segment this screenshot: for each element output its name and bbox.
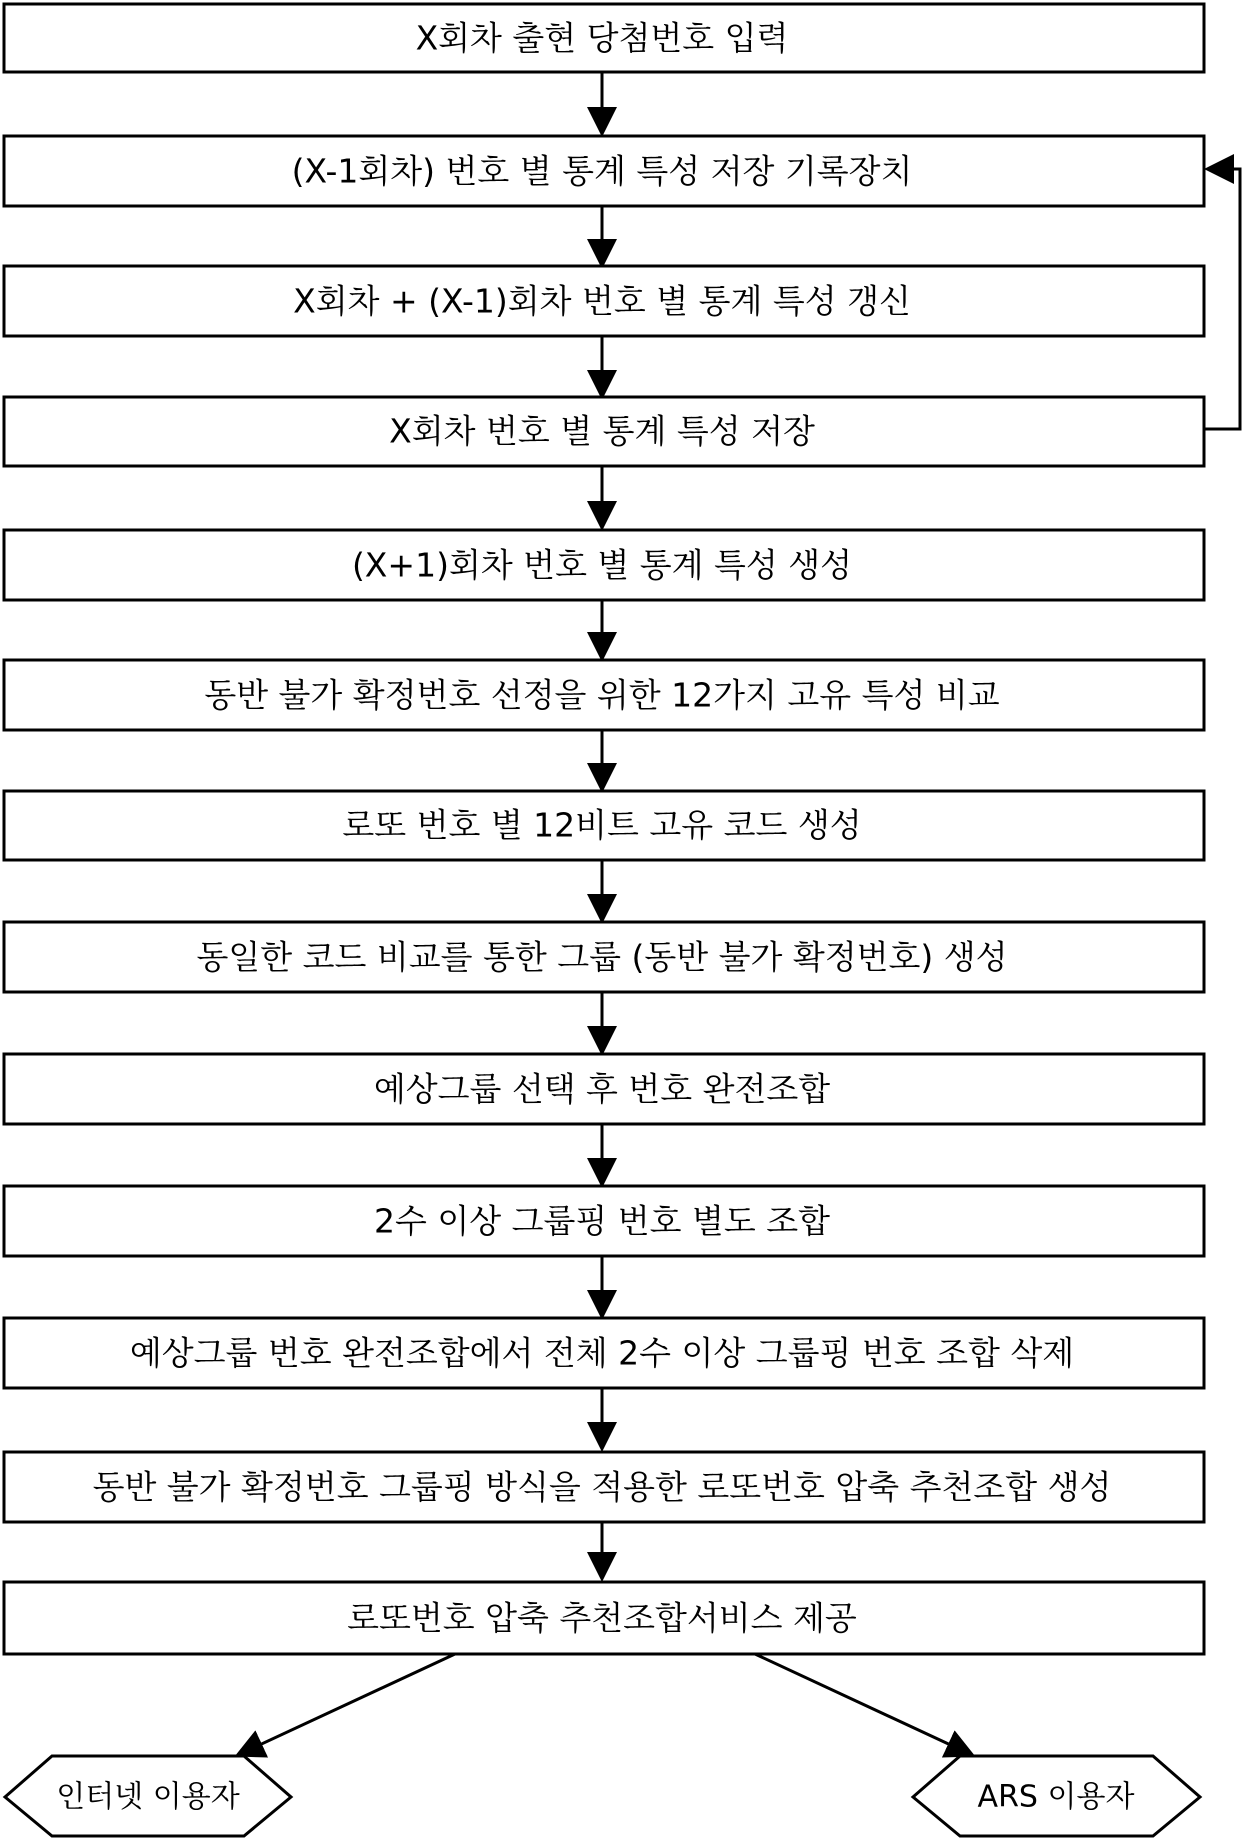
- step-box-10: [4, 1186, 1204, 1256]
- step-label: 동반 불가 확정번호 그룹핑 방식을 적용한 로또번호 압축 추천조합 생성: [92, 1467, 1112, 1507]
- step-box-11: [4, 1318, 1204, 1388]
- step-box-7: [4, 791, 1204, 860]
- step-box-12: [4, 1452, 1204, 1522]
- terminal-label: ARS 이용자: [977, 1779, 1135, 1815]
- edge-s13-t2: [755, 1654, 970, 1754]
- step-box-13: [4, 1582, 1204, 1654]
- terminal-internet-user: [5, 1756, 291, 1836]
- step-label: 동반 불가 확정번호 선정을 위한 12가지 고유 특성 비교: [204, 675, 1000, 715]
- edge-s13-t1: [240, 1654, 455, 1754]
- step-label: X회차 번호 별 통계 특성 저장: [389, 411, 815, 451]
- step-label: 예상그룹 선택 후 번호 완전조합: [373, 1069, 831, 1109]
- step-label: 동일한 코드 비교를 통한 그룹 (동반 불가 확정번호) 생성: [196, 937, 1008, 977]
- step-box-1: [4, 4, 1204, 72]
- step-box-2: [4, 136, 1204, 206]
- step-box-8: [4, 922, 1204, 992]
- step-label: (X+1)회차 번호 별 통계 특성 생성: [351, 545, 853, 585]
- step-box-4: [4, 397, 1204, 466]
- step-label: 2수 이상 그룹핑 번호 별도 조합: [374, 1201, 830, 1241]
- step-box-3: [4, 266, 1204, 336]
- step-label: X회차 + (X-1)회차 번호 별 통계 특성 갱신: [293, 281, 911, 321]
- step-label: 예상그룹 번호 완전조합에서 전체 2수 이상 그룹핑 번호 조합 삭제: [129, 1333, 1075, 1373]
- terminal-ars-user: [913, 1756, 1200, 1836]
- step-box-9: [4, 1054, 1204, 1124]
- step-label: 로또 번호 별 12비트 고유 코드 생성: [342, 805, 862, 845]
- step-box-6: [4, 660, 1204, 730]
- step-box-5: [4, 530, 1204, 600]
- terminal-label: 인터넷 이용자: [56, 1779, 240, 1815]
- step-label: (X-1회차) 번호 별 통계 특성 저장 기록장치: [291, 151, 913, 191]
- step-label: X회차 출현 당첨번호 입력: [415, 18, 789, 58]
- step-label: 로또번호 압축 추천조합서비스 제공: [347, 1598, 857, 1638]
- edge-s4-s2-feedback: [1204, 169, 1240, 429]
